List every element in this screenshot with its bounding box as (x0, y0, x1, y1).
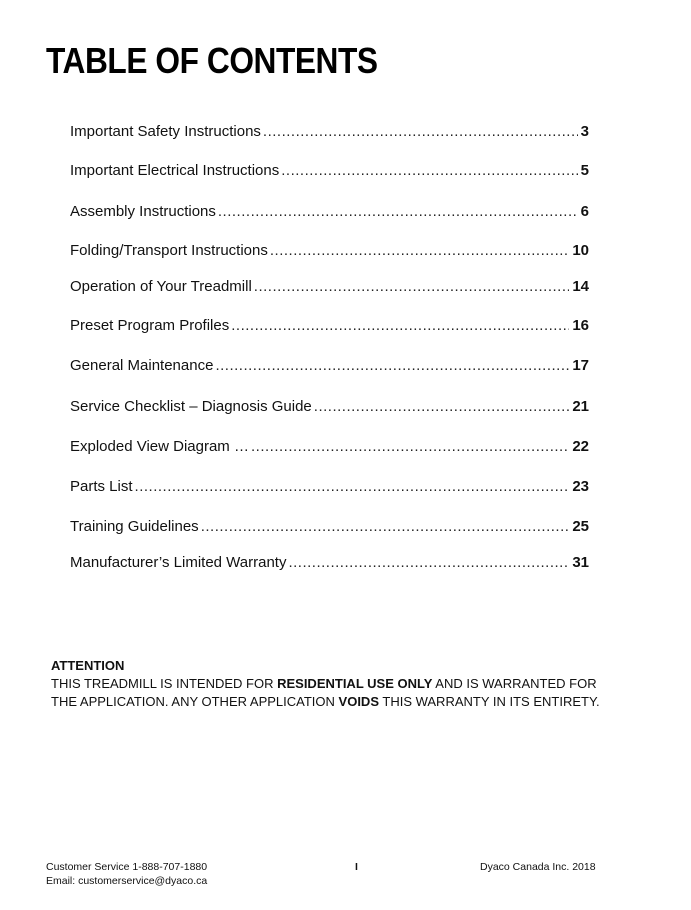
dot-leader (254, 278, 570, 295)
toc-entry-page: 23 (572, 478, 589, 495)
attention-notice (51, 657, 661, 711)
toc-entry-electrical (70, 162, 589, 184)
customer-service-email: Email: customerservice@dyaco.ca (46, 875, 208, 887)
toc-entry-page: 10 (572, 242, 589, 259)
dot-leader (270, 242, 569, 259)
company-copyright: Dyaco Canada Inc. 2018 (480, 861, 596, 873)
toc-entry-page: 5 (580, 162, 589, 179)
toc-entry-label: Important Safety Instructions (70, 123, 261, 140)
customer-service-phone: Customer Service 1-888-707-1880 (46, 861, 208, 873)
dot-leader (281, 162, 577, 179)
page-title: TABLE OF CONTENTS (46, 40, 378, 81)
dot-leader (135, 478, 570, 495)
attention-text: THIS WARRANTY IN ITS ENTIRETY. (379, 694, 600, 709)
attention-text: AND IS WARRANTED FOR (432, 676, 597, 691)
toc-entry-label: Parts List (70, 478, 133, 495)
toc-entry-label: Manufacturer’s Limited Warranty (70, 554, 287, 571)
toc-entry-folding (70, 242, 589, 264)
toc-entry-exploded-view (70, 438, 589, 460)
toc-entry-label: Assembly Instructions (70, 203, 216, 220)
toc-entry-label: Exploded View Diagram … (70, 438, 249, 455)
dot-leader (201, 518, 570, 535)
attention-heading: ATTENTION (51, 658, 125, 673)
dot-leader (251, 438, 569, 455)
toc-entry-page: 25 (572, 518, 589, 535)
toc-entry-service-checklist (70, 398, 589, 420)
toc-entry-assembly (70, 203, 589, 225)
toc-entry-warranty (70, 554, 589, 576)
toc-entry-label: Operation of Your Treadmill (70, 278, 252, 295)
toc-entry-page: 14 (572, 278, 589, 295)
attention-emphasis: RESIDENTIAL USE ONLY (277, 676, 433, 691)
dot-leader (218, 203, 578, 220)
dot-leader (288, 554, 569, 571)
toc-entry-page: 16 (572, 317, 589, 334)
toc-entry-label: Preset Program Profiles (70, 317, 230, 334)
toc-entry-page: 6 (580, 203, 589, 220)
page-number: I (355, 861, 358, 873)
toc-entry-maintenance (70, 357, 589, 379)
toc-entry-page: 31 (572, 554, 589, 571)
attention-text: THIS TREADMILL IS INTENDED FOR (51, 676, 278, 691)
attention-line-2 (51, 693, 661, 711)
attention-emphasis: VOIDS (338, 694, 379, 709)
toc-entry-label: General Maintenance (70, 357, 214, 374)
toc-entry-parts-list (70, 478, 589, 500)
toc-entry-page: 22 (572, 438, 589, 455)
toc-entry-page: 21 (572, 398, 589, 415)
dot-leader (215, 357, 569, 374)
toc-entry-safety (70, 123, 589, 145)
dot-leader (314, 398, 570, 415)
toc-entry-programs (70, 317, 589, 339)
dot-leader (231, 317, 569, 334)
toc-entry-label: Training Guidelines (70, 518, 199, 535)
toc-entry-label: Important Electrical Instructions (70, 162, 280, 179)
dot-leader (263, 123, 578, 140)
toc-entry-label: Folding/Transport Instructions (70, 242, 268, 259)
toc-entry-training (70, 518, 589, 540)
toc-entry-operation (70, 278, 589, 300)
footer-contact (46, 860, 207, 888)
attention-line-1 (51, 675, 661, 693)
toc-entry-label: Service Checklist – Diagnosis Guide (70, 398, 312, 415)
attention-text: THE APPLICATION. ANY OTHER APPLICATION (51, 694, 339, 709)
toc-entry-page: 3 (580, 123, 589, 140)
toc-entry-page: 17 (572, 357, 589, 374)
